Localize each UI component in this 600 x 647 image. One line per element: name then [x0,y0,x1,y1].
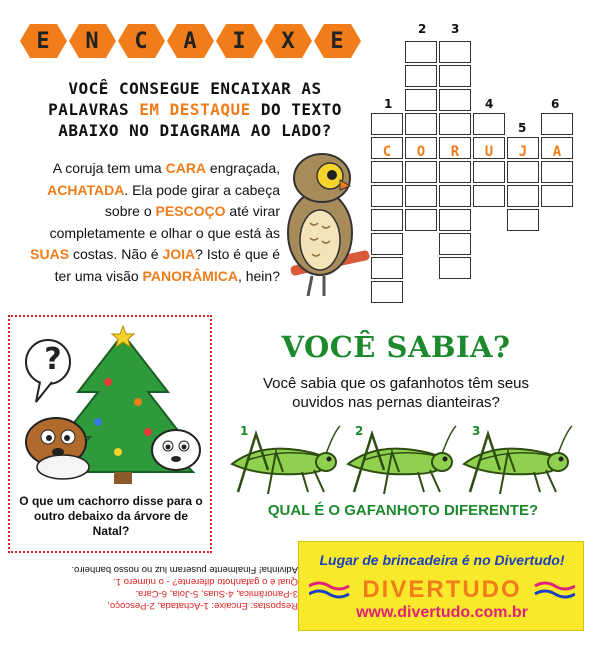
did-you-know-title: VOCÊ SABIA? [281,330,511,364]
ad-slogan: Lugar de brincadeira é no Divertudo! [319,552,565,568]
riddle-text: O que um cachorro disse para o outro debaixo da árvore de Natal? [19,494,203,538]
ad-url[interactable]: www.divertudo.com.br [356,604,528,621]
grid-cell[interactable] [439,41,471,63]
grid-number: 2 [418,22,427,36]
grid-cell[interactable] [439,233,471,255]
grid-cell[interactable] [541,113,573,135]
title-letter: E [330,28,344,54]
grid-cell[interactable] [405,65,437,87]
grasshopper-question: QUAL É O GAFANHOTO DIFERENTE? [267,502,539,519]
title-letter: A [183,28,197,54]
grid-cell[interactable] [439,209,471,231]
grid-letter: J [518,144,528,160]
grid-cell[interactable] [439,257,471,279]
grid-cell[interactable] [405,41,437,63]
answer-line: Adivinha! Finalmente puseram luz no nosso banheiro. [71,564,298,575]
answer-line: Respostas: Encaixe: 1-Achatada, 2-Pescoço, [107,600,298,611]
grid-cell[interactable] [473,185,505,207]
grid-number: 1 [384,97,393,111]
grid-cell[interactable] [473,113,505,135]
grasshopper-fact: Você sabia que os gafanhotos têm seus ouvidos nas pernas dianteiras? [262,375,529,411]
title-letter: I [232,28,246,54]
grid-cell[interactable] [507,161,539,183]
grid-cell[interactable] [439,89,471,111]
grid-cell[interactable] [371,257,403,279]
grid-number: 5 [518,121,527,135]
grid-cell[interactable] [405,89,437,111]
grid-cell[interactable] [507,209,539,231]
grasshopper-number: 2 [355,424,364,438]
grid-cell[interactable] [405,209,437,231]
grid-cell[interactable] [371,185,403,207]
question-mark: ? [44,342,62,377]
answer-line: Qual é o gafanhoto diferente? - o número 1. [113,576,298,587]
grid-cell[interactable] [405,161,437,183]
grid-cell[interactable] [371,233,403,255]
grasshoppers-illustration [228,422,588,497]
grid-cell[interactable] [473,161,505,183]
grid-cell[interactable] [371,113,403,135]
ad-brand: DIVERTUDO [362,576,522,603]
title-letter: N [85,28,99,54]
title-letter: X [281,28,295,54]
grid-cell[interactable] [541,185,573,207]
answer-line: 3-Panorâmica, 4-Suas, 5-Joia, 6-Cara. [135,588,298,599]
grasshopper-number: 3 [472,424,481,438]
owl-story-text: A coruja tem uma CARA engraçada, ACHATADA. Ela pode girar a cabeça sobre o PESCOÇO até virar completamente e olhar o que está às SUAS costas. Não é JOIA? Isto é que é ter uma visão PANORÂMICA, hein? [30,160,280,284]
grid-cell[interactable] [439,65,471,87]
title-letter: C [134,28,148,54]
grid-letter: C [382,144,392,160]
grid-cell[interactable] [507,185,539,207]
grid-cell[interactable] [405,185,437,207]
grid-number: 3 [451,22,460,36]
owl-illustration [280,148,372,308]
grid-letter: O [416,144,426,160]
grid-cell[interactable] [371,209,403,231]
answers-upside-down [8,563,298,611]
grid-cell[interactable] [439,161,471,183]
grid-cell[interactable] [371,281,403,303]
title-letter: E [36,28,50,54]
grid-cell[interactable] [405,113,437,135]
grid-cell[interactable] [541,161,573,183]
grid-cell[interactable] [439,185,471,207]
grid-letter: R [450,144,460,160]
grid-letter: A [552,144,562,160]
grid-cell[interactable] [439,113,471,135]
divertudo-ad[interactable] [298,541,584,631]
grid-number: 4 [485,97,494,111]
grid-cell[interactable] [371,161,403,183]
grid-number: 6 [551,97,560,111]
grasshopper-number: 1 [240,424,249,438]
instructions-headline: VOCÊ CONSEGUE ENCAIXAR AS PALAVRAS EM DESTAQUE DO TEXTO ABAIXO NO DIAGRAMA AO LADO? [48,79,342,140]
grid-letter: U [484,144,494,160]
